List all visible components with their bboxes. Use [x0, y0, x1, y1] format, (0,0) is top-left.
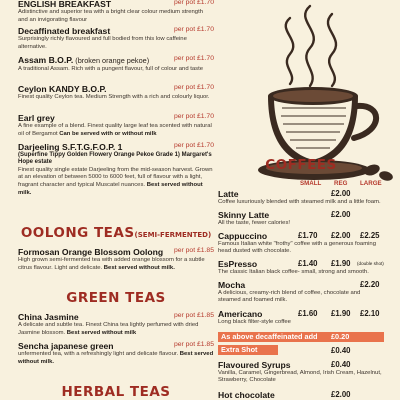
steam-icon [305, 6, 314, 86]
coffee-item [218, 360, 384, 385]
size-header-reg: REG [334, 180, 348, 187]
coffee-name: Cappuccino [218, 231, 268, 241]
coffee-name: Skinny Latte [218, 210, 270, 220]
tea-desc: Adistinctive and superior tea with a bright clear colour medium strength and an invigorating flavour [18, 9, 203, 23]
steam-icon [328, 14, 336, 86]
tea-price: per pot £1.70 [173, 55, 214, 62]
tea-name-main: Assam B.O.P. [18, 55, 74, 65]
tea-name: Darjeeling S.F.T.G.F.O.P. 1 [18, 142, 123, 152]
tea-desc-bold: Can be served with or without milk [59, 130, 157, 137]
tea-name: Sencha japanese green [18, 341, 114, 351]
coffee-desc: All the taste, fewer calories! [218, 220, 291, 226]
tea-name: Ceylon KANDY B.O.P. [18, 84, 107, 94]
tea-item [18, 247, 214, 272]
tea-item [18, 55, 214, 74]
coffee-desc: Long black filter-style coffee [218, 319, 291, 325]
tea-price: per pot £1.70 [173, 142, 214, 149]
coffee-price-reg: £2.00 [331, 390, 351, 399]
coffee-price-small: £1.60 [298, 309, 318, 318]
tea-name: Earl grey [18, 113, 55, 123]
tea-price: per pot £1.70 [173, 0, 214, 6]
tea-name: ENGLISH BREAKFAST [18, 0, 112, 9]
coffee-name: Americano [218, 309, 263, 319]
coffee-price-reg: £1.90 [331, 309, 351, 318]
coffee-price-note: (double shot) [357, 261, 384, 266]
tea-desc-text: Finest quality single estate Darjeeling from the mid-season harvest. Grown at an elevation of between 5000 to 6000 feet, full of flavour with a light, fragrant character and typical Muscatel nuances. [18, 166, 213, 188]
tea-price: per pot £1.85 [173, 247, 214, 254]
decaf-addon-label: As above decaffeinated add [221, 332, 318, 341]
coffee-item [218, 309, 384, 326]
coffee-price-large: £2.10 [360, 309, 380, 318]
tea-desc-text: unfermented tea, with a refreshingly light and delicate flavour. [18, 351, 179, 357]
tea-desc-bold: Best served without milk. [103, 264, 175, 271]
coffee-price-reg: £1.90 [331, 259, 351, 268]
extra-shot-label: Extra Shot [221, 345, 258, 354]
tea-name: Formosan Orange Blossom Oolong [18, 247, 164, 257]
green-heading: GREEN TEAS [66, 290, 166, 306]
extra-shot-price: £0.40 [331, 346, 351, 355]
tea-name-sub: (broken orange pekoe) [73, 56, 150, 65]
tea-desc-bold: Best served without milk. [18, 182, 203, 196]
tea-desc [18, 351, 214, 366]
coffee-desc: Famous Italian white "frothy" coffee with a generous foaming head dusted with chocolate. [218, 241, 376, 255]
coffee-price-reg: £2.00 [331, 189, 351, 198]
tea-grade: (Superfine Tippy Golden Flowery Orange Pekoe Grade 1) Margaret's Hope estate [18, 152, 212, 166]
tea-desc [18, 123, 214, 138]
coffee-item [218, 259, 384, 276]
tea-item [18, 0, 214, 24]
tea-desc-text: A delicate and subtle tea. Finest China tea lightly perfumed with dried Jasmine blossom. [18, 322, 199, 336]
tea-desc: Surprisingly richly flavoured and full bodied from this low caffeine alternative. [18, 36, 187, 50]
tea-desc [18, 257, 214, 272]
coffee-item [218, 189, 384, 206]
tea-price: per pot £1.85 [173, 341, 214, 348]
oolong-heading-main: OOLONG TEAS [20, 225, 135, 241]
tea-desc: A traditional Assam. Rich with a pungent flavour, full of colour and taste [18, 66, 204, 72]
tea-desc: Finest quality Ceylon tea. Medium Strength with a rich and colourly liquor. [18, 94, 210, 100]
tea-desc [18, 322, 214, 337]
tea-price: per pot £1.70 [173, 84, 214, 91]
tea-desc-bold: Best served without milk [66, 329, 137, 336]
tea-item [18, 312, 214, 337]
size-column-headers [218, 180, 384, 188]
tea-item [18, 142, 214, 197]
coffee-price-large: £2.25 [360, 231, 380, 240]
oolong-heading [18, 225, 214, 243]
coffee-item [218, 210, 384, 227]
coffee-name: Latte [218, 189, 239, 199]
tea-item [18, 113, 214, 138]
size-header-large: LARGE [360, 180, 382, 187]
coffee-desc: Coffee luxuriously blended with steamed milk and a little foam. [218, 199, 381, 205]
coffee-name: Mocha [218, 280, 246, 290]
tea-item [18, 26, 214, 51]
tea-desc-text: A fine example of a blend. Finest quality large leaf tea scented with natural oil of Bergamot [18, 123, 212, 137]
coffee-desc: A delicious, creamy-rich blend of coffee, chocolate and steamed and foamed milk. [218, 290, 361, 304]
oolong-heading-sub: (SEMI-FERMENTED) [134, 231, 212, 239]
decaf-addon-price: £0.20 [331, 332, 350, 341]
decaf-addon-bar [218, 332, 384, 342]
tea-name: China Jasmine [18, 312, 79, 322]
tea-desc [18, 167, 214, 197]
coffee-price-reg: £2.00 [331, 231, 351, 240]
coffee-desc: The classic Italian black coffee- small, strong and smooth. [218, 269, 369, 275]
tea-price: per pot £1.70 [173, 26, 214, 33]
tea-item [18, 341, 214, 366]
tea-desc-text: High grown semi-fermented tea with added orange blossom for a subtle citrus flavour. Light and delicate. [18, 257, 205, 271]
size-header-small: SMALL [300, 180, 322, 187]
coffee-item [218, 390, 384, 400]
coffee-price-small: £1.40 [298, 259, 318, 268]
coffee-price-reg: £0.40 [331, 360, 351, 369]
coffee-desc: Vanilla, Caramel, Gingerbread, Almond, Irish Cream, Hazelnut, Strawberry, Chocolate [218, 370, 382, 384]
tea-desc-bold: Best served without milk. [18, 351, 214, 365]
coffee-name: EsPresso [218, 259, 258, 269]
extra-shot-bar [218, 345, 278, 355]
coffee-price-reg: £2.00 [331, 210, 351, 219]
coffee-price-large: £2.20 [360, 280, 380, 289]
coffee-name: Flavoured Syrups [218, 360, 291, 370]
herbal-heading: HERBAL TEAS [61, 384, 171, 400]
coffee-name: Hot chocolate [218, 390, 275, 400]
tea-name: Decaffinated breakfast [18, 26, 111, 36]
tea-item [18, 84, 214, 102]
tea-price: per pot £1.70 [173, 113, 214, 120]
coffee-item [218, 280, 384, 305]
tea-price: per pot £1.85 [173, 312, 214, 319]
coffees-heading: COFFEES [265, 157, 337, 173]
coffee-item [218, 231, 384, 256]
coffee-price-small: £1.70 [298, 231, 318, 240]
steam-icon [286, 18, 294, 84]
